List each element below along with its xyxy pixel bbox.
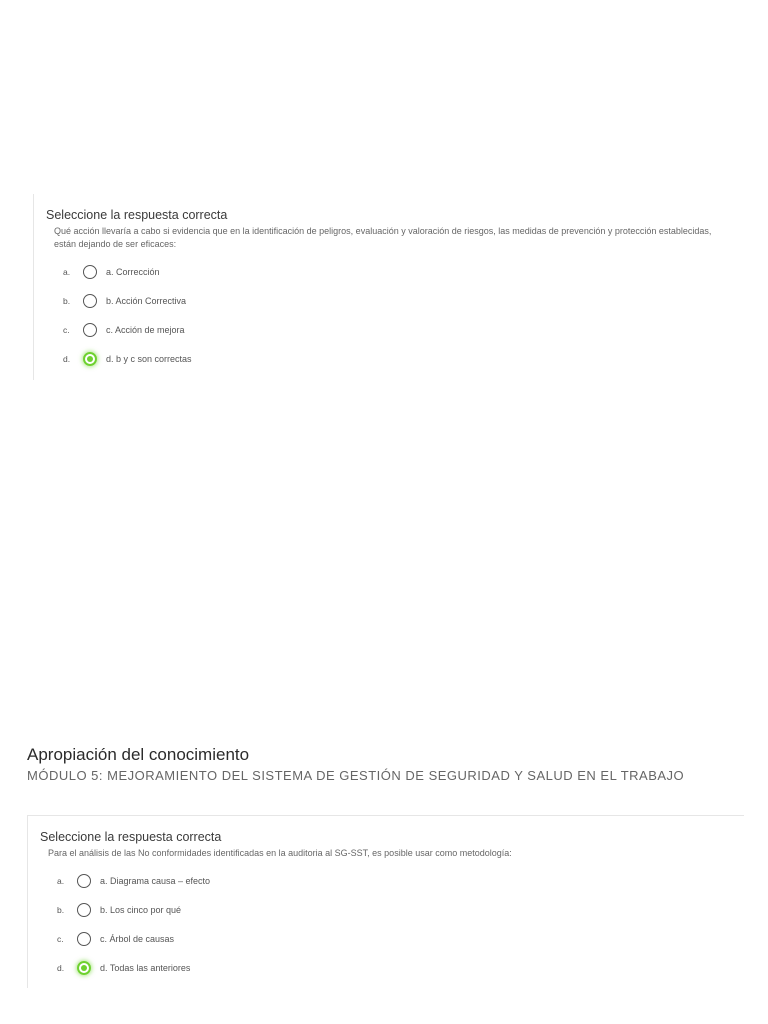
radio-button[interactable] [83,294,97,308]
option-letter: c. [63,325,70,335]
radio-dot [81,965,87,971]
radio-button-selected[interactable] [83,352,97,366]
question-text: Para el análisis de las No conformidades identificadas en la auditoria al SG-SST, es posible usar como metodología: [48,848,512,858]
radio-button[interactable] [83,323,97,337]
option-label[interactable]: c. Árbol de causas [100,934,175,944]
radio-button[interactable] [83,265,97,279]
section-subtitle: MÓDULO 5: MEJORAMIENTO DEL SISTEMA DE GESTIÓN DE SEGURIDAD Y SALUD EN EL TRABAJO [27,768,685,783]
radio-dot [87,356,93,362]
option-letter: a. [57,876,65,886]
option-label[interactable]: a. Corrección [106,267,160,277]
option-b[interactable] [63,291,186,311]
option-label[interactable]: d. Todas las anteriores [100,963,191,973]
question-card-1 [33,194,734,380]
question-title: Seleccione la respuesta correcta [40,830,222,844]
option-letter: b. [57,905,65,915]
option-letter: a. [63,267,71,277]
option-letter: d. [63,354,71,364]
option-letter: d. [57,963,65,973]
option-d[interactable] [63,349,192,369]
option-letter: b. [63,296,71,306]
radio-button[interactable] [77,874,91,888]
option-c[interactable] [63,320,185,340]
option-letter: c. [57,934,64,944]
radio-button[interactable] [77,903,91,917]
option-d[interactable] [57,958,190,978]
question-text: Qué acción llevaría a cabo si evidencia que en la identificación de peligros, evaluación y valoración de riesgos, las medidas de prevención y protección establecidas, están dejando de ser eficaces: [54,226,712,249]
option-label[interactable]: b. Los cinco por qué [100,905,182,915]
option-label[interactable]: a. Diagrama causa – efecto [100,876,211,886]
option-c[interactable] [57,929,174,949]
radio-button-selected[interactable] [77,961,91,975]
section-title: Apropiación del conocimiento [27,745,250,764]
option-label[interactable]: b. Acción Correctiva [106,296,187,306]
option-a[interactable] [57,871,210,891]
radio-button[interactable] [77,932,91,946]
option-b[interactable] [57,900,181,920]
question-title: Seleccione la respuesta correcta [46,208,228,222]
question-card-2 [27,815,744,988]
option-label[interactable]: d. b y c son correctas [106,354,192,364]
option-label[interactable]: c. Acción de mejora [106,325,185,335]
option-a[interactable] [63,262,160,282]
